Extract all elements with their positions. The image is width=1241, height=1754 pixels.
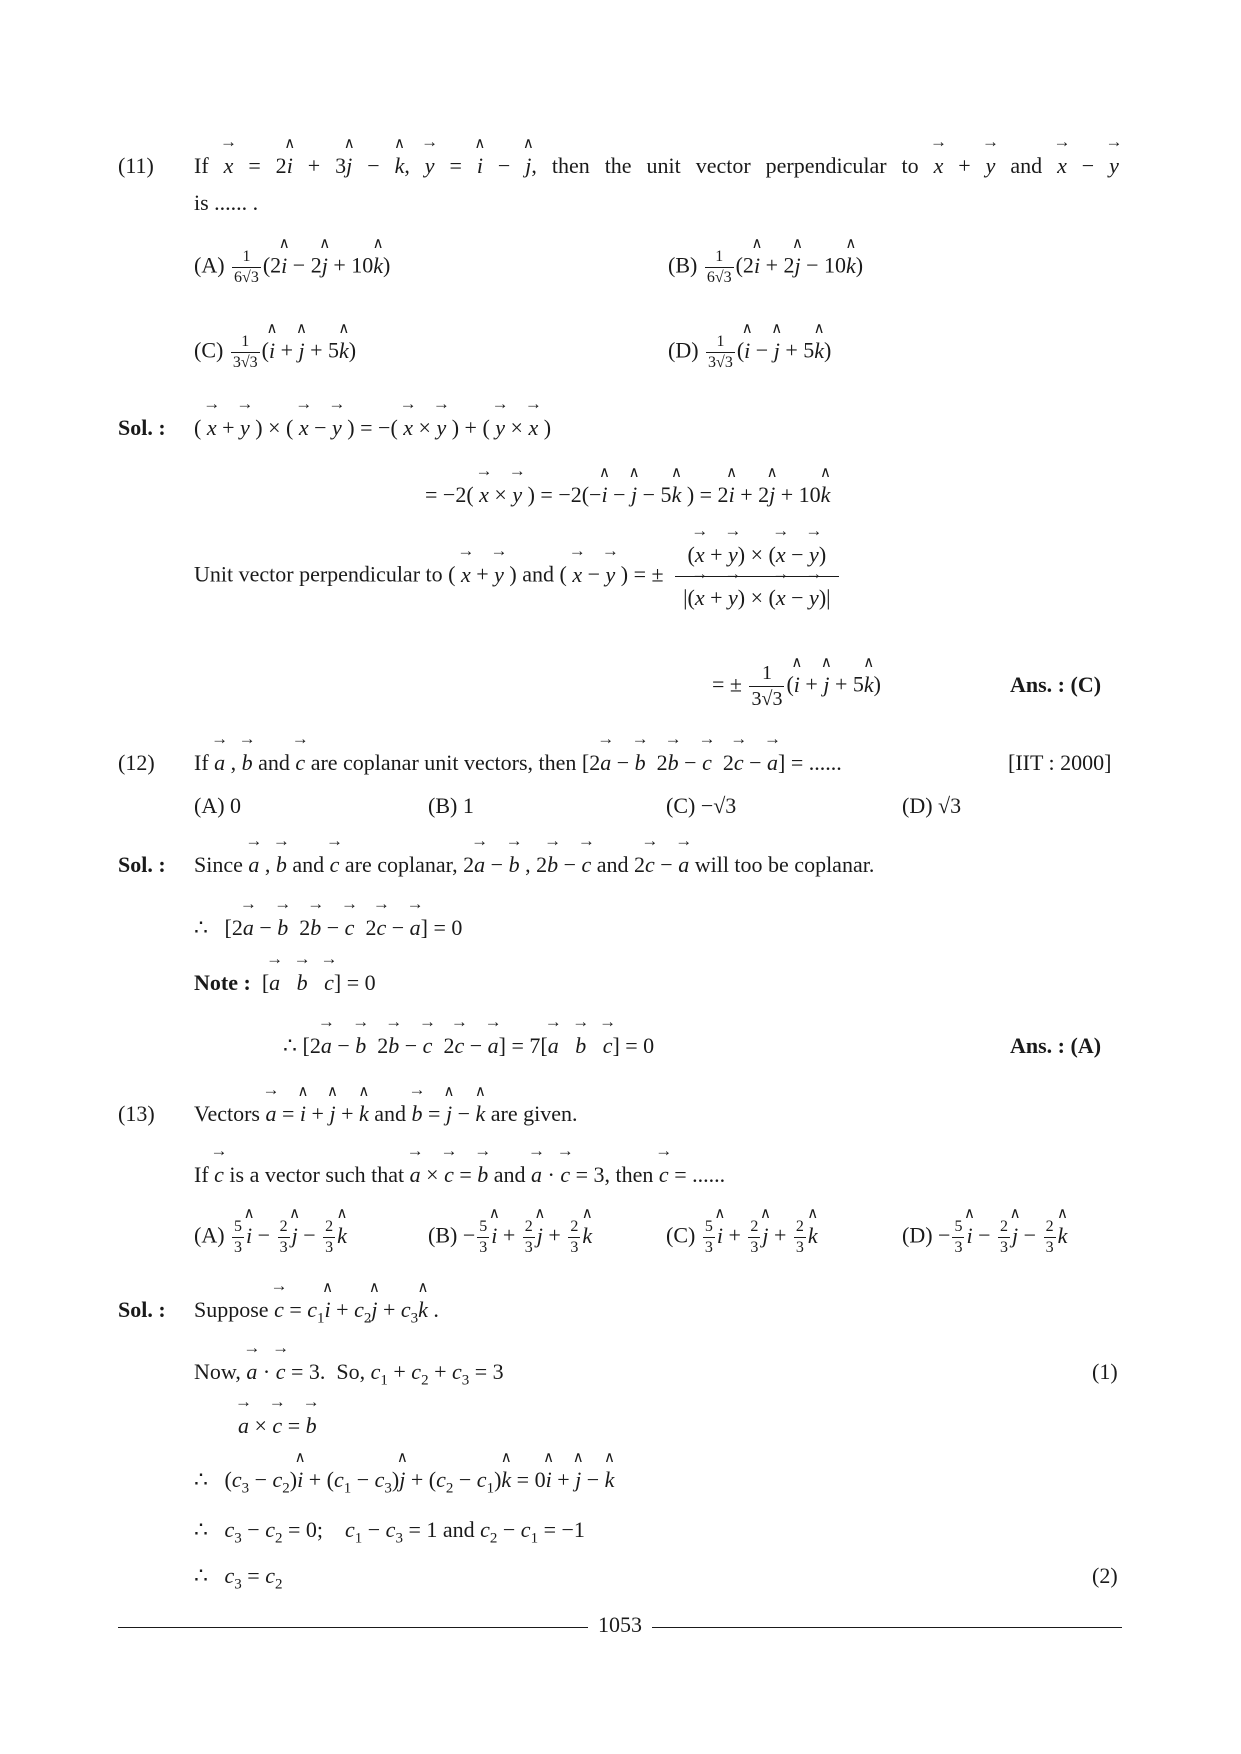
q13-option-d: (D) − $\frac{5}{3}$ ∧ i − $\frac{2}{3}$ ∧ j − $\frac{2}{3}$ ∧ k <box>902 1218 1067 1257</box>
q12-option-d: (D) √3 <box>902 793 962 818</box>
q13-option-c: (C) $\frac{5}{3}$ ∧ i + $\frac{2}{3}$ ∧ j + $\frac{2}{3}$ ∧ k <box>666 1218 818 1257</box>
q13-eq-2: (2) <box>1092 1563 1118 1588</box>
question-13-text: Vectors → a = ∧ i + ∧ j + ∧ k and → b = ∧ j − ∧ k are given. <box>194 1101 578 1127</box>
q13-sol-line5: ∴ $c_3 - c_2 = 0$; $c_1 - c_3 = 1$ and $c_2 - c_1 = -1$ <box>194 1517 585 1547</box>
q13-sol-line6: ∴ $c_3 = c_2$ <box>194 1563 283 1593</box>
q11-option-a: (A) $\frac{1}{6√3}$ (2∧ i − 2∧ j + 10∧ k) <box>194 248 390 287</box>
q11-option-d: (D) $\frac{1}{3√3}$ (∧ i − ∧ j + 5∧ k) <box>668 333 831 372</box>
question-12-text: If → a , → b and → c are coplanar unit vectors, then [2→ a − → b 2→ b − → c 2→ c − → a] = ...... <box>194 750 842 776</box>
q11-sol-line2: = −2( → x × → y ) = −2(−∧ i − ∧ j − 5∧ k ) = 2∧ i + 2∧ j + 10∧ k <box>425 482 830 508</box>
footer-rule-left <box>118 1627 588 1628</box>
q13-option-b: (B) − $\frac{5}{3}$ ∧ i + $\frac{2}{3}$ ∧ j + $\frac{2}{3}$ ∧ k <box>428 1218 592 1257</box>
q12-option-c: (C) −√3 <box>666 793 737 818</box>
question-11-text: If → x = 2∧ i + 3∧ j − ∧ k, → y = ∧ i − ∧ j, then the unit vector perpendicular to → x + → y and → x − → y <box>194 153 1119 179</box>
q12-option-a: (A) 0 <box>194 793 242 818</box>
q13-eq-1: (1) <box>1092 1359 1118 1384</box>
q13-sol-line3: → a × → c = → b <box>238 1413 317 1439</box>
q12-sol-label: Sol. : <box>118 852 166 877</box>
footer-rule-right <box>652 1627 1122 1628</box>
q12-sol-line3: ∴ [2→ a − → b 2→ b − → c 2→ c − → a] = 7[→ a → b → c] = 0 <box>283 1033 654 1059</box>
question-13-text-2: If → c is a vector such that → a × → c = → b and → a · → c = 3, then → c = ...... <box>194 1162 725 1188</box>
page-number: 1053 <box>598 1612 642 1637</box>
q12-answer: Ans. : (A) <box>1010 1033 1102 1058</box>
q13-option-a: (A) $\frac{5}{3}$ ∧ i − $\frac{2}{3}$ ∧ j − $\frac{2}{3}$ ∧ k <box>194 1218 347 1257</box>
q11-sol-line1: ( → x + → y ) × ( → x − → y ) = −( → x × → y ) + ( → y × → x ) <box>194 415 551 441</box>
question-11-is: is ...... . <box>194 190 259 215</box>
question-number-11: (11) <box>118 153 154 178</box>
question-number-12: (12) <box>118 750 155 775</box>
question-12-source: [IIT : 2000] <box>1008 750 1112 775</box>
q11-option-c: (C) $\frac{1}{3√3}$ (∧ i + ∧ j + 5∧ k) <box>194 333 356 372</box>
q12-sol-line1: Since → a , → b and → c are coplanar, 2→ a − → b , 2→ b − → c and 2→ c − → a will too be coplanar. <box>194 852 874 878</box>
q11-option-b: (B) $\frac{1}{6√3}$ (2∧ i + 2∧ j − 10∧ k) <box>668 248 863 287</box>
q11-sol-label: Sol. : <box>118 415 166 440</box>
q11-answer: Ans. : (C) <box>1010 672 1102 697</box>
q12-sol-line2: ∴ [2→ a − → b 2→ b − → c 2→ c − → a] = 0 <box>194 915 462 941</box>
q11-unit-vector-line: Unit vector perpendicular to ( → x + → y ) and ( → x − → y ) = ± $\frac{(\to x + \to y) \times (\to x - \to y)}{|(\to x + \to y) \times (\to x - \to y)|}$ <box>194 542 839 611</box>
q13-sol-line1: Suppose → $c = c_1\wedge$ $i + c_2\wedge$ $j + c_3\wedge$ k . <box>194 1297 439 1327</box>
q13-sol-line4: ∴ ($c_3$ − $c_2)\wedge$ $i + (c_1$ − $c_3)\wedge$ $j + (c_2$ − $c_1)\wedge$ k = 0∧ i + ∧ j − ∧ k <box>194 1467 614 1497</box>
q11-result: = ± $\frac{1}{3√3}$ (∧ i + ∧ j + 5∧ k) <box>712 662 881 711</box>
q13-sol-label: Sol. : <box>118 1297 166 1322</box>
question-number-13: (13) <box>118 1101 155 1126</box>
q12-option-b: (B) 1 <box>428 793 474 818</box>
q13-sol-line2: Now, → a · → c = 3. So, $c_1 + c_2 + c_3 = 3$ <box>194 1359 504 1389</box>
q12-note: Note : [→ a → b → c] = 0 <box>194 970 376 996</box>
